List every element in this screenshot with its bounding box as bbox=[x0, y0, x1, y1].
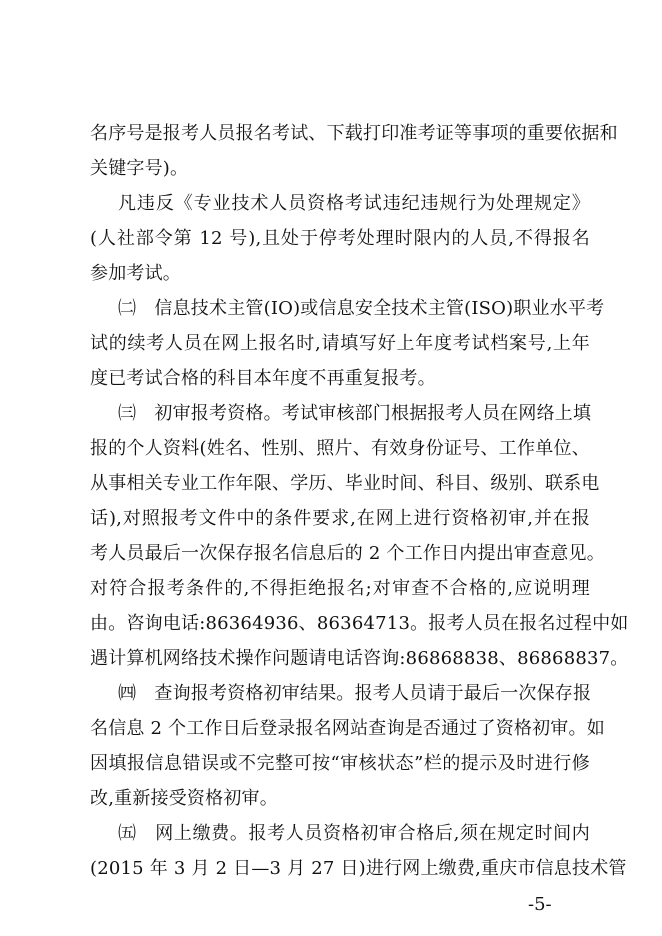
page-number: -5- bbox=[528, 894, 552, 915]
text-line: 参加考试。 bbox=[90, 263, 181, 284]
text-line: (人社部令第 12 号),且处于停考处理时限内的人员,不得报名 bbox=[90, 228, 590, 249]
text-line: 对符合报考条件的,不得拒绝报名;对审查不合格的,应说明理 bbox=[90, 578, 590, 599]
paragraph-start: ㈡ 信息技术主管(IO)或信息安全技术主管(ISO)职业水平考 bbox=[118, 298, 605, 319]
text-line: 关键字号)。 bbox=[90, 158, 189, 179]
paragraph-start: ㈣ 查询报考资格初审结果。报考人员请于最后一次保存报 bbox=[118, 683, 592, 704]
text-line: 试的续考人员在网上报名时,请填写好上年度考试档案号,上年 bbox=[90, 333, 590, 354]
paragraph-start: ㈤ 网上缴费。报考人员资格初审合格后,须在规定时间内 bbox=[118, 823, 590, 844]
text-line: 遇计算机网络技术操作问题请电话咨询:86868838、86868837。 bbox=[90, 648, 629, 669]
text-line: 因填报信息错误或不完整可按“审核状态”栏的提示及时进行修 bbox=[90, 753, 590, 774]
text-line: 话),对照报考文件中的条件要求,在网上进行资格初审,并在报 bbox=[90, 508, 590, 529]
text-line: 度已考试合格的科目本年度不再重复报考。 bbox=[90, 368, 436, 389]
text-line: (2015 年 3 月 2 日—3 月 27 日)进行网上缴费,重庆市信息技术管 bbox=[90, 858, 627, 879]
text-line: 名信息 2 个工作日后登录报名网站查询是否通过了资格初审。如 bbox=[90, 718, 605, 739]
text-line: 改,重新接受资格初审。 bbox=[90, 788, 278, 809]
text-line: 从事相关专业工作年限、学历、毕业时间、科目、级别、联系电 bbox=[90, 473, 600, 494]
text-line: 考人员最后一次保存报名信息后的 2 个工作日内提出审查意见。 bbox=[90, 543, 605, 564]
text-line: 报的个人资料(姓名、性别、照片、有效身份证号、工作单位、 bbox=[90, 438, 590, 459]
text-line: 名序号是报考人员报名考试、下载打印准考证等事项的重要依据和 bbox=[90, 123, 618, 144]
paragraph-start: 凡违反《专业技术人员资格考试违纪违规行为处理规定》 bbox=[118, 193, 590, 214]
paragraph-start: ㈢ 初审报考资格。考试审核部门根据报考人员在网络上填 bbox=[118, 403, 592, 424]
text-line: 由。咨询电话:86364936、86364713。报考人员在报名过程中如 bbox=[90, 613, 629, 634]
